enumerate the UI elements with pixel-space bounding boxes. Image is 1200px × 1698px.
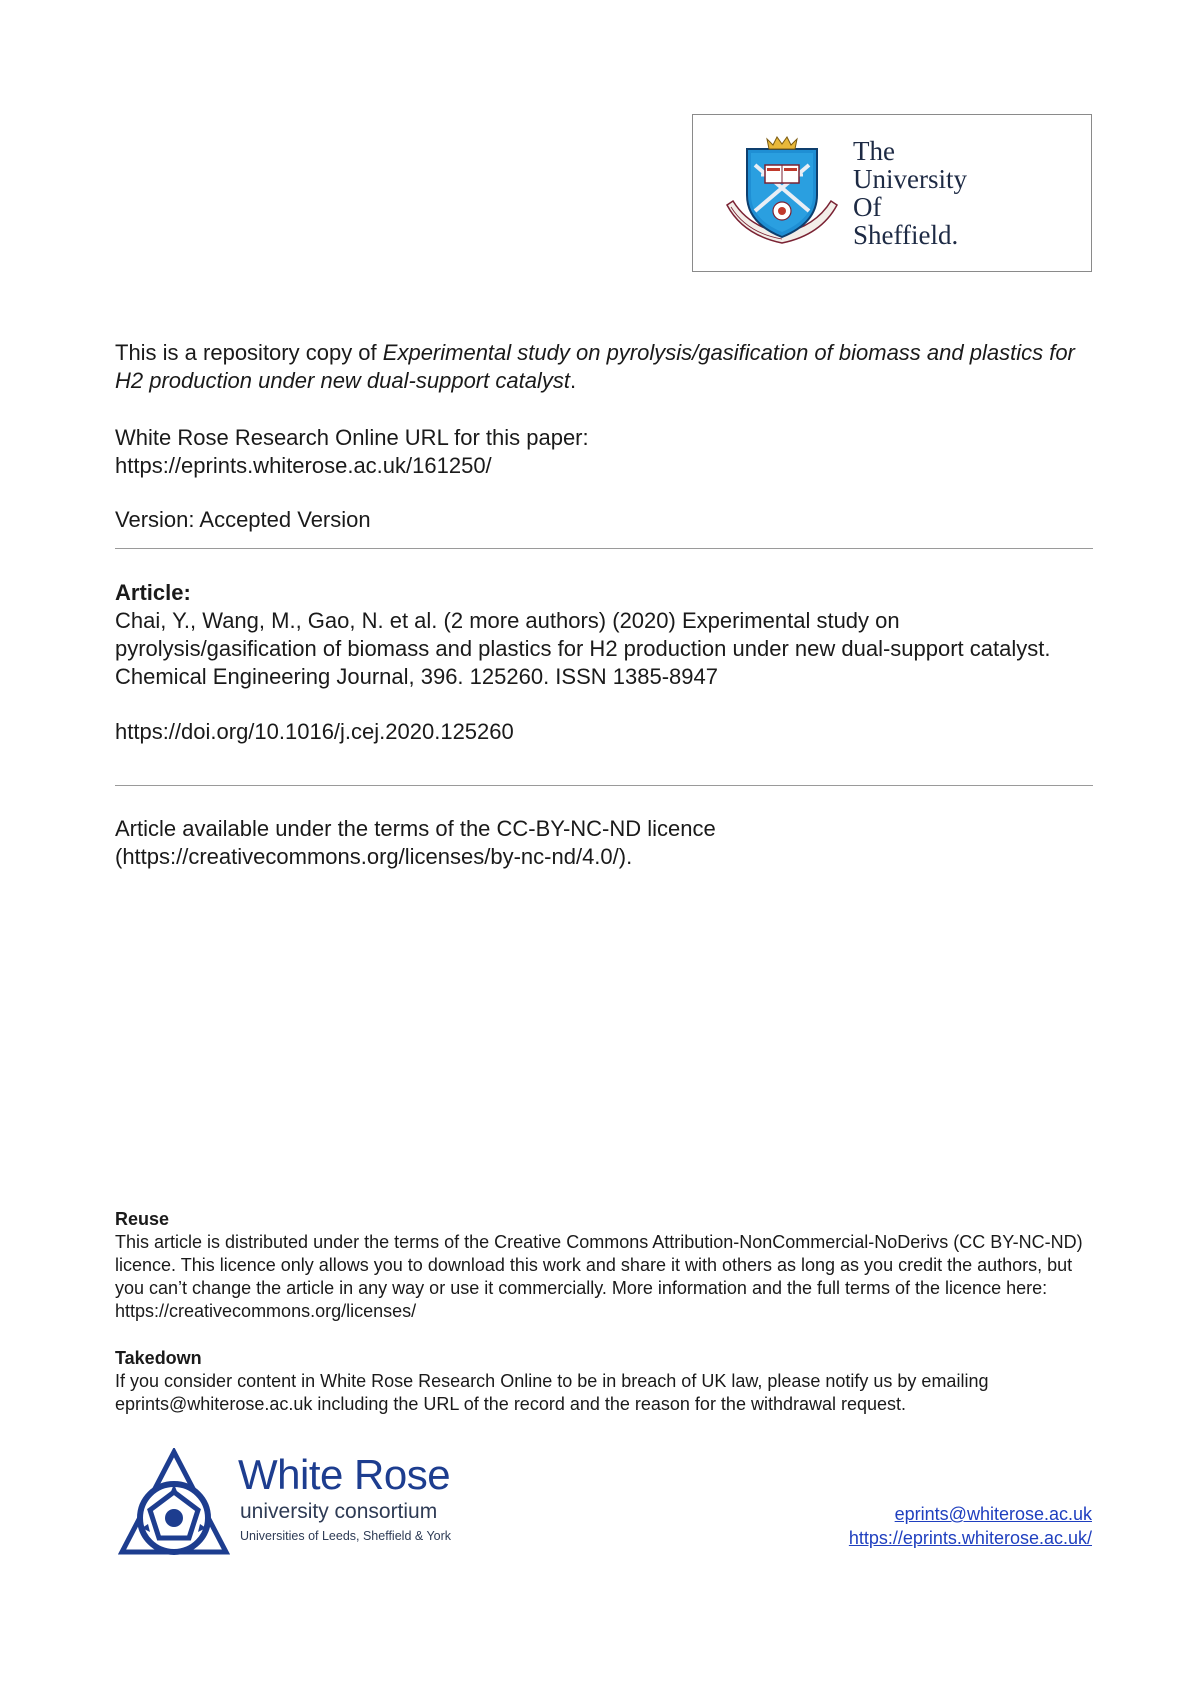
university-logo-box [692,114,1092,272]
reuse-section [115,1208,1095,1323]
takedown-body: If you consider content in White Rose Research Online to be in breach of UK law, please notify us by emailing eprints@whiterose.ac.uk including the URL of the record and the reason for the withdrawal request. [115,1371,989,1414]
licence-statement: Article available under the terms of the CC-BY-NC-ND licence (https://creativecommons.org/licenses/by-nc-nd/4.0/). [115,816,716,869]
intro-suffix: . [569,368,577,393]
reuse-body: This article is distributed under the terms of the Creative Commons Attribution-NonCommercial-NoDerivs (CC BY-NC-ND) licence. This licence only allows you to download this work and share it with others as long as you credit the authors, but you can’t change the article in any way or use it commercially. More information and the full terms of the licence here: https://creativecommons.org/licenses/ [115,1232,1083,1321]
url-section [115,424,1095,480]
reuse-heading: Reuse [115,1209,170,1229]
contact-links [849,1502,1092,1550]
doi-link[interactable]: https://doi.org/10.1016/j.cej.2020.125260 [115,719,514,744]
citation-text: Chai, Y., Wang, M., Gao, N. et al. (2 more authors) (2020) Experimental study on pyrolysis/gasification of biomass and plastics for H2 production under new dual-support catalyst. Chemical Engineering Journal, 396. 125260. ISSN 1385-8947 [115,608,1051,689]
contact-site-link[interactable]: https://eprints.whiterose.ac.uk/ [848,1528,1092,1548]
takedown-section [115,1347,1095,1416]
white-rose-emblem-icon [118,1448,230,1560]
repository-copy-statement [115,339,1095,395]
logo-line-of: Of [853,192,882,222]
divider-top [115,548,1093,549]
university-name [853,137,1083,249]
white-rose-logo [118,1448,478,1560]
white-rose-tagline: Universities of Leeds, Sheffield & York [240,1529,452,1543]
repository-url[interactable]: https://eprints.whiterose.ac.uk/161250/ [115,453,492,478]
version-line: Version: Accepted Version [115,507,371,532]
paper-title: Experimental study on pyrolysis/gasification of biomass and plastics for H2 production under new dual-support catalyst [115,340,1075,393]
white-rose-title: White Rose [238,1451,451,1498]
url-label: White Rose Research Online URL for this paper: [115,425,589,450]
intro-prefix: This is a repository copy of [115,340,383,365]
divider-bottom [115,785,1093,786]
contact-email-link[interactable]: eprints@whiterose.ac.uk [894,1504,1092,1524]
takedown-heading: Takedown [115,1348,202,1368]
logo-line-the: The [853,136,895,166]
sheffield-crest-icon [723,135,841,253]
logo-line-sheffield: Sheffield. [853,220,959,250]
article-label: Article: [115,580,191,605]
white-rose-subtitle: university consortium [240,1500,438,1523]
logo-line-university: University [853,164,967,194]
article-citation [115,579,1095,691]
